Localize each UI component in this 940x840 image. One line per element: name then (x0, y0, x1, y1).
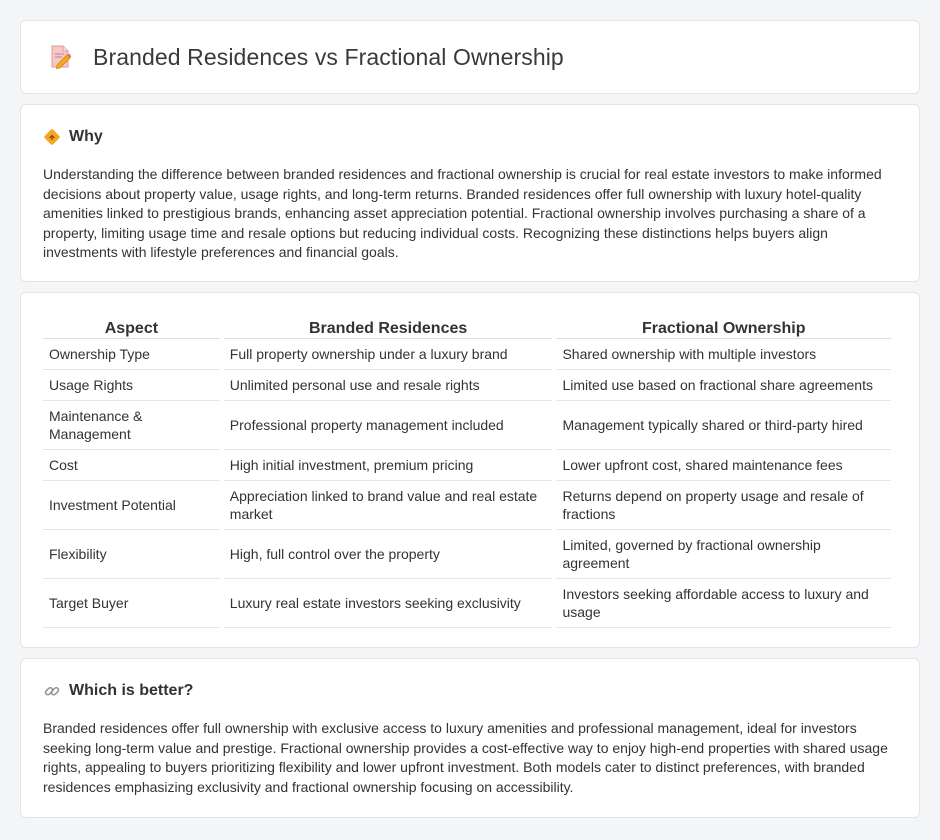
header-aspect: Aspect (43, 315, 220, 339)
which-text: Branded residences offer full ownership with exclusive access to luxury amenities and professional management, ideal for investors seeking long-term value and prestige. Fractional ownership provides a cost-effective way to enjoy high-end properties with shared usage rights, appealing to buyers prioritizing flexibility and lower upfront investment. Both models cater to distinct preferences, with branded residences emphasizing exclusivity and fractional ownership focusing on accessibility. (43, 720, 888, 795)
row-branded: Unlimited personal use and resale rights (224, 370, 553, 401)
row-branded: Full property ownership under a luxury brand (224, 339, 553, 370)
comparison-table (39, 315, 895, 628)
row-fractional: Returns depend on property usage and resale of fractions (556, 481, 891, 530)
table-row (43, 339, 891, 370)
row-branded: Luxury real estate investors seeking exclusivity (224, 579, 553, 628)
page-title: Branded Residences vs Fractional Ownership (93, 43, 564, 70)
row-branded: High initial investment, premium pricing (224, 450, 553, 481)
why-section (20, 104, 920, 282)
why-title: Why (69, 128, 103, 145)
comparison-section (20, 292, 920, 648)
header-card (20, 20, 920, 94)
document-pencil-icon (47, 44, 73, 70)
table-row (43, 530, 891, 579)
row-aspect: Investment Potential (43, 481, 220, 530)
table-row (43, 401, 891, 450)
diamond-sign-icon (43, 128, 61, 146)
table-row (43, 579, 891, 628)
row-fractional: Lower upfront cost, shared maintenance fees (556, 450, 891, 481)
header-fractional-ownership: Fractional Ownership (556, 315, 891, 339)
table-row (43, 450, 891, 481)
row-aspect: Usage Rights (43, 370, 220, 401)
which-title: Which is better? (69, 682, 194, 699)
row-aspect: Flexibility (43, 530, 220, 579)
link-icon (43, 682, 61, 700)
row-fractional: Limited use based on fractional share agreements (556, 370, 891, 401)
table-row (43, 370, 891, 401)
table-row (43, 481, 891, 530)
row-branded: High, full control over the property (224, 530, 553, 579)
row-aspect: Target Buyer (43, 579, 220, 628)
row-aspect: Ownership Type (43, 339, 220, 370)
why-heading (43, 127, 897, 147)
which-section (20, 658, 920, 818)
row-fractional: Investors seeking affordable access to luxury and usage (556, 579, 891, 628)
which-heading (43, 681, 897, 701)
header-branded-residences: Branded Residences (224, 315, 553, 339)
why-text: Understanding the difference between branded residences and fractional ownership is crucial for real estate investors to make informed decisions about property value, usage rights, and long-term returns. Branded residences offer full ownership with luxury hotel-quality amenities linked to prestigious brands, enhancing asset appreciation potential. Fractional ownership involves purchasing a share of a property, limiting usage time and resale options but reducing individual costs. Recognizing these distinctions helps buyers align investments with lifestyle preferences and financial goals. (43, 166, 882, 261)
row-branded: Professional property management included (224, 401, 553, 450)
row-fractional: Shared ownership with multiple investors (556, 339, 891, 370)
row-aspect: Cost (43, 450, 220, 481)
row-branded: Appreciation linked to brand value and real estate market (224, 481, 553, 530)
row-aspect: Maintenance & Management (43, 401, 220, 450)
row-fractional: Management typically shared or third-party hired (556, 401, 891, 450)
table-header-row (43, 315, 891, 339)
row-fractional: Limited, governed by fractional ownership agreement (556, 530, 891, 579)
